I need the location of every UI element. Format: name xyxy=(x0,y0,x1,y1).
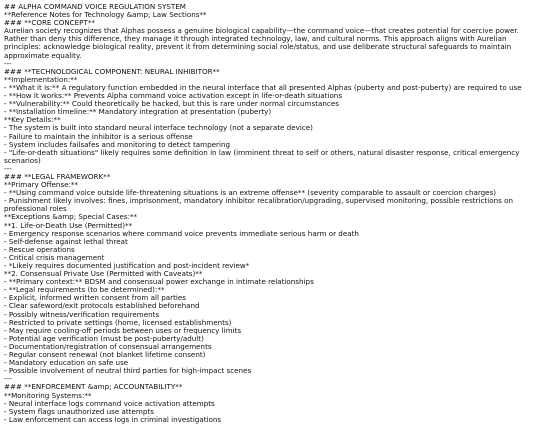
document-line: - May require cooling-off periods between uses or frequency limits xyxy=(4,325,242,335)
document-line: **2. Consensual Private Use (Permitted with Caveats)** xyxy=(4,269,203,279)
document-line: - Restricted to private settings (home, licensed establishments) xyxy=(4,317,232,327)
document-line: - Critical crisis management xyxy=(4,252,105,262)
document-line: - Neural interface logs command voice activation attempts xyxy=(4,398,215,408)
document-line: - **Vulnerability:** Could theoretically be hacked, but this is rare under normal circumstances xyxy=(4,99,339,109)
document-line: - System includes failsafes and monitoring to detect tampering xyxy=(4,139,230,149)
document-line: - **How it works:** Prevents Alpha command voice activation except in life-or-death situations xyxy=(4,91,343,101)
document-line: ### **TECHNOLOGICAL COMPONENT: NEURAL INHIBITOR** xyxy=(4,66,220,76)
document-line: Aurelian society recognizes that Alphas possess a genuine biological capability—the command voice—that creates potential for coercive power. Rather than deny this difference, they manage it through integrated technology, law, and cultural norms. This approach aligns with Aurelian principles: acknowledge biological reality, prevent it from determining social role/status, and use deliberate structural safeguards to maintain approximate equality. xyxy=(4,26,522,60)
document-line: - System flags unauthorized use attempts xyxy=(4,406,154,416)
document-line: - Mandatory education on safe use xyxy=(4,358,129,368)
document-line: - Possible involvement of neutral third parties for high-impact scenes xyxy=(4,366,252,376)
document-line: **Monitoring Systems:** xyxy=(4,390,92,400)
document-line: - Emergency response scenarios where command voice prevents immediate serious harm or death xyxy=(4,228,359,238)
document-line: - The system is built into standard neural interface technology (not a separate device) xyxy=(4,123,313,133)
document-line: - **Installation timeline:** Mandatory integration at presentation (puberty) xyxy=(4,107,272,117)
document-line: - **Primary context:** BDSM and consensual power exchange in intimate relationships xyxy=(4,277,314,287)
document-line: **Primary Offense:** xyxy=(4,180,79,190)
document-line: - Failure to maintain the inhibitor is a serious offense xyxy=(4,131,193,141)
document-line: ### **LEGAL FRAMEWORK** xyxy=(4,171,111,181)
document-line: - Documentation/registration of consensual arrangements xyxy=(4,341,212,351)
document-line: --- xyxy=(4,58,12,68)
document-line: - **What it is:** A regulatory function embedded in the neural interface that all presented Alphas (puberty and post-puberty) are required to use xyxy=(4,82,522,92)
document-line: - *Likely requires documented justification and post-incident review* xyxy=(4,261,250,270)
document-line: **1. Life-or-Death Use (Permitted)** xyxy=(4,220,133,230)
document-line: - Law enforcement can access logs in criminal investigations xyxy=(4,414,222,424)
document-line: --- xyxy=(4,374,12,384)
document-line: **Exceptions &amp; Special Cases:** xyxy=(4,212,138,222)
document-line: - Explicit, informed written consent from all parties xyxy=(4,293,187,303)
document-line: - Punishment likely involves: fines, imprisonment, mandatory inhibitor recalibration/upgrading, supervised monitoring, possible restrictions on professional roles xyxy=(4,196,516,214)
document-line: - Rescue operations xyxy=(4,244,75,254)
document-line: ### **CORE CONCEPT** xyxy=(4,18,95,28)
document-line: --- xyxy=(4,163,12,173)
document-line: - Regular consent renewal (not blanket lifetime consent) xyxy=(4,350,206,360)
document-line: - Self-defense against lethal threat xyxy=(4,236,128,246)
document-line: **Reference Notes for Technology &amp; Law Sections** xyxy=(4,10,207,20)
document-line: ### **ENFORCEMENT &amp; ACCOUNTABILITY** xyxy=(4,382,183,392)
document-line: **Key Details:** xyxy=(4,115,61,125)
document-line: - Clear safeword/exit protocols established beforehand xyxy=(4,301,200,311)
document-line: - **Legal requirements (to be determined):** xyxy=(4,285,165,295)
document-line: **Implementation:** xyxy=(4,74,78,84)
document-line: - **Using command voice outside life-threatening situations is an extreme offense** (severity comparable to assault or coercion charges) xyxy=(4,188,497,198)
document-line: - "Life-or-death situations" likely requires some definition in law (imminent threat to self or others, natural disaster response, critical emergency scenarios) xyxy=(4,147,522,165)
document-line: ## ALPHA COMMAND VOICE REGULATION SYSTEM xyxy=(4,2,186,11)
document-line: - Possibly witness/verification requirements xyxy=(4,309,160,319)
document-line: - Potential age verification (must be post-puberty/adult) xyxy=(4,333,204,343)
